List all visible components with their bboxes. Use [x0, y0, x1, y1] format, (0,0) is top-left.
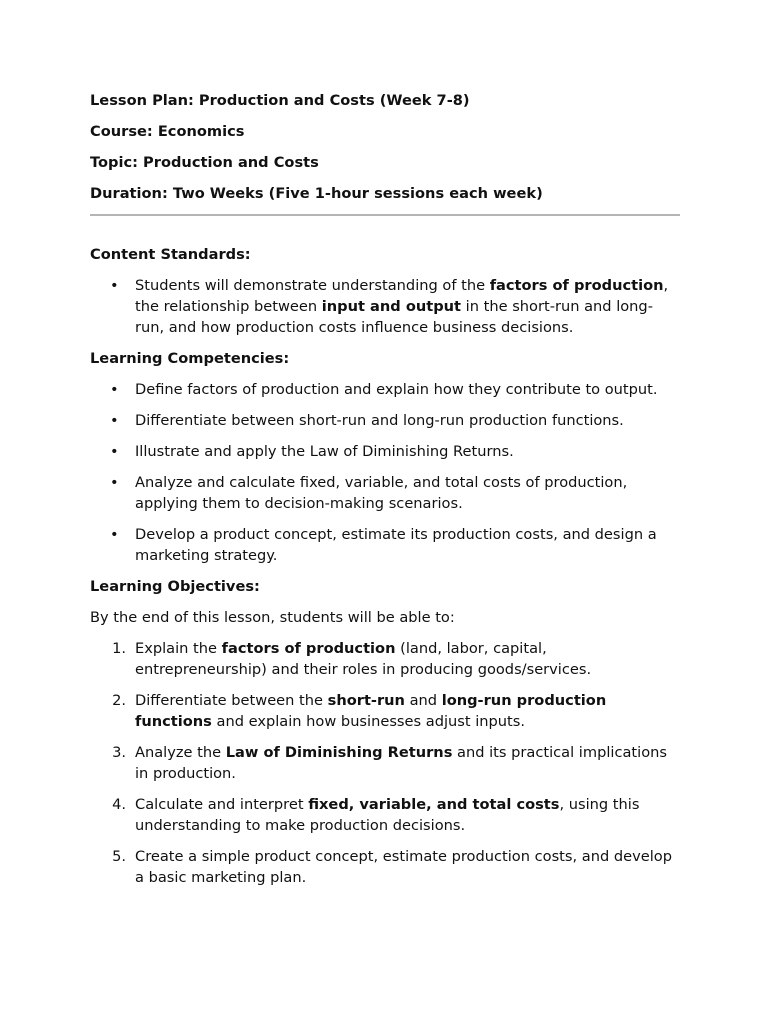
list-number: 2. [112, 692, 126, 709]
bullet-marker: • [110, 412, 119, 429]
list-item [90, 441, 680, 462]
list-item-text: Create a simple product concept, estimate production costs, and develop a basic marketing plan. [135, 848, 672, 886]
learning-objectives-intro: By the end of this lesson, students will be able to: [90, 609, 455, 626]
list-number: 3. [112, 744, 126, 761]
list-item [90, 472, 680, 514]
list-item-text: Illustrate and apply the Law of Diminishing Returns. [135, 443, 514, 460]
bullet-marker: • [110, 526, 119, 543]
learning-objectives-list [90, 638, 680, 888]
list-item-text: Define factors of production and explain how they contribute to output. [135, 381, 658, 398]
learning-objectives-heading: Learning Objectives: [90, 578, 260, 595]
bullet-marker: • [110, 381, 119, 398]
lesson-title: Lesson Plan: Production and Costs (Week 7-8) [90, 92, 470, 109]
bullet-marker: • [110, 474, 119, 491]
topic-line: Topic: Production and Costs [90, 154, 319, 171]
bullet-marker: • [110, 443, 119, 460]
list-item [90, 794, 680, 836]
list-item [90, 690, 680, 732]
duration-line: Duration: Two Weeks (Five 1-hour sessions each week) [90, 185, 543, 202]
list-item-text: Calculate and interpret fixed, variable, and total costs, using this understanding to make production decisions. [135, 796, 640, 834]
document-body [90, 90, 680, 898]
list-number: 4. [112, 796, 126, 813]
learning-competencies-heading: Learning Competencies: [90, 350, 290, 367]
list-item [90, 410, 680, 431]
list-item [90, 638, 680, 680]
list-item-text: Differentiate between the short-run and long-run production functions and explain how businesses adjust inputs. [135, 692, 607, 730]
list-item-text: Students will demonstrate understanding of the factors of production, the relationship between input and output in the short-run and long-run, and how production costs influence business decisions. [135, 277, 669, 336]
course-line: Course: Economics [90, 123, 245, 140]
list-item-text: Differentiate between short-run and long-run production functions. [135, 412, 624, 429]
list-number: 1. [112, 640, 126, 657]
list-item [90, 275, 680, 338]
header-divider [90, 214, 680, 216]
list-item [90, 524, 680, 566]
list-item-text: Explain the factors of production (land, labor, capital, entrepreneurship) and their roles in producing goods/services. [135, 640, 592, 678]
content-standards-list [90, 275, 680, 338]
list-item [90, 379, 680, 400]
list-item [90, 846, 680, 888]
list-number: 5. [112, 848, 126, 865]
content-standards-heading: Content Standards: [90, 246, 251, 263]
list-item-text: Develop a product concept, estimate its production costs, and design a marketing strategy. [135, 526, 657, 564]
learning-competencies-list [90, 379, 680, 566]
list-item [90, 742, 680, 784]
list-item-text: Analyze the Law of Diminishing Returns and its practical implications in production. [135, 744, 667, 782]
bullet-marker: • [110, 277, 119, 294]
list-item-text: Analyze and calculate fixed, variable, and total costs of production, applying them to decision-making scenarios. [135, 474, 628, 512]
